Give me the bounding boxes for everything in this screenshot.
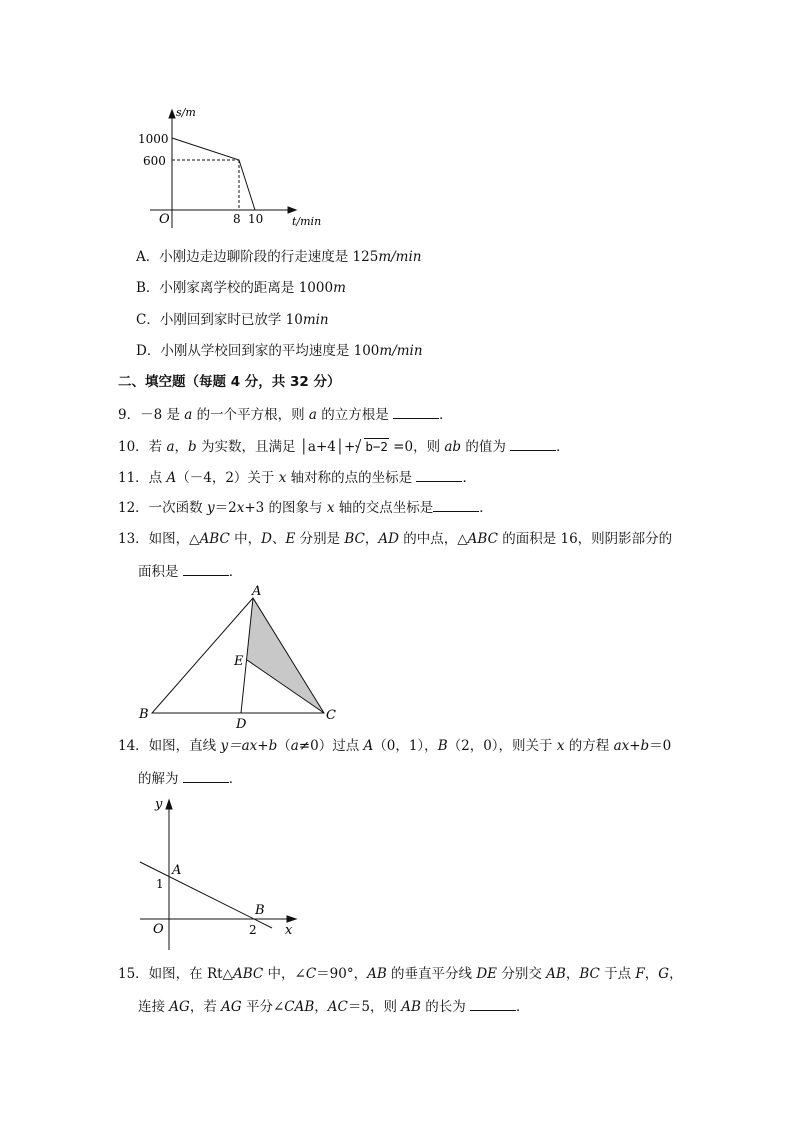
origin-label: O: [153, 922, 164, 937]
question-13-line-2: 面积是 ．: [138, 561, 242, 582]
tick-8: 8: [233, 212, 241, 226]
question-13: 13．如图，△ABC 中，D、E 分别是 BC，AD 的中点，△ABC 的面积是 16，则阴影部分的: [118, 531, 673, 547]
option-b: B．小刚家离学校的距离是 1000m: [136, 280, 346, 296]
question-9: 9．－8 是 a 的一个平方根，则 a 的立方根是 ．: [118, 404, 453, 425]
label-c: C: [326, 708, 336, 723]
question-11: 11．点 A（－4，2）关于 x 轴对称的点的坐标是 ．: [118, 467, 476, 488]
answer-blank: [470, 996, 516, 1011]
x-axis-arrow: [287, 916, 296, 922]
point-b-label: B: [255, 903, 265, 918]
label-a: A: [252, 584, 262, 599]
tick-2: 2: [249, 923, 257, 937]
tick-1: 1: [156, 877, 164, 891]
y-axis-label: s/m: [176, 106, 196, 119]
tick-1000: 1000: [138, 132, 169, 146]
y-axis-arrow: [166, 800, 172, 809]
question-10: 10．若 a，b 为实数，且满足 │a+4│+ b−2 =0，则 ab 的值为 ．: [118, 436, 570, 457]
option-d: D．小刚从学校回到家的平均速度是 100m/min: [136, 343, 423, 359]
label-e: E: [234, 654, 244, 669]
y-label: y: [155, 797, 163, 812]
question-14: 14．如图，直线 y＝ax+b（a≠0）过点 A（0，1），B（2，0），则关于 x 的方程 ax+b＝0: [118, 738, 672, 754]
x-label: x: [285, 923, 293, 938]
option-a: A．小刚边走边聊阶段的行走速度是 125m/min: [136, 249, 422, 265]
option-c: C．小刚回到家时已放学 10min: [136, 312, 329, 328]
question-15: 15．如图，在 Rt△ABC 中，∠C＝90°，AB 的垂直平分线 DE 分别交 AB，BC 于点 F，G，: [118, 966, 683, 982]
x-axis-label: t/min: [292, 215, 322, 228]
question-15-line-2: 连接 AG，若 AG 平分∠CAB，AC＝5，则 AB 的长为 ．: [138, 996, 530, 1017]
label-d: D: [236, 717, 247, 732]
label-b: B: [139, 707, 149, 722]
tick-10: 10: [248, 212, 264, 226]
question-14-line-2: 的解为 ．: [138, 768, 242, 789]
section-title: 二、填空题（每题 4 分，共 32 分）: [118, 374, 341, 390]
point-a-label: A: [172, 863, 182, 878]
tick-600: 600: [143, 154, 166, 168]
origin-label: O: [159, 212, 170, 227]
line-ab: [140, 862, 272, 928]
square-root: b−2: [355, 437, 389, 457]
question-12: 12．一次函数 y＝2x+3 的图象与 x 轴的交点坐标是 ．: [118, 497, 493, 518]
